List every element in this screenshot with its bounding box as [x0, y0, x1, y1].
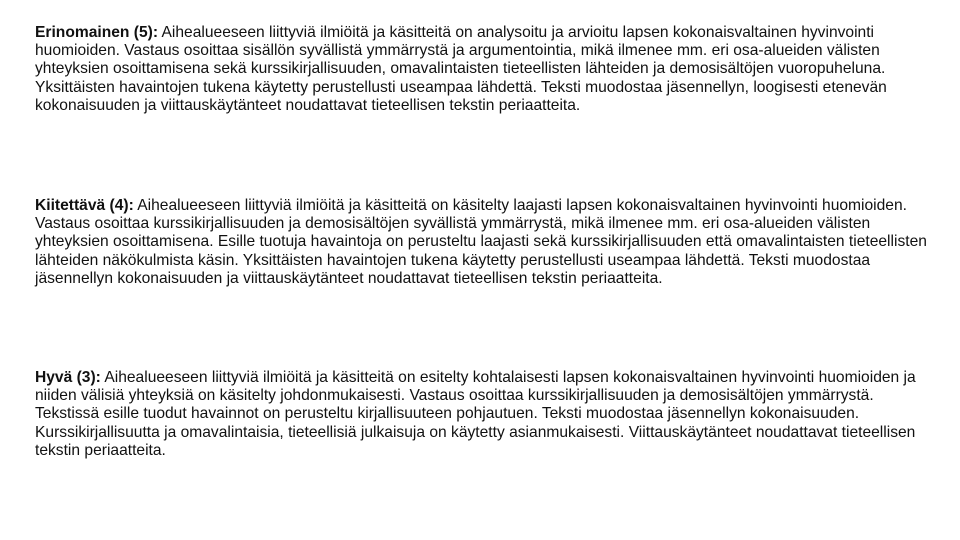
- criterion-excellent-heading: Erinomainen (5):: [35, 24, 159, 41]
- criterion-good-paragraph: [35, 369, 940, 460]
- criterion-good-text: Aihealueeseen liittyviä ilmiöitä ja käsitteitä on esitelty kohtalaisesti lapsen kokonaisvaltainen hyvinvointi huomioiden ja niiden välisiä yhteyksiä on käsitelty johdonmukaisesti. Vastaus osoittaa kurssikirjallisuuden ja demosisältöjen ymmärrystä. Tekstissä esille tuodut havainnot on perusteltu kirjallisuuteen pohjautuen. Teksti muodostaa jäsennellyn kokonaisuuden. Kurssikirjallisuutta ja omavalintaisia, tieteellisiä julkaisuja on käytetty asianmukaisesti. Viittauskäytänteet noudattavat tieteellisen tekstin periaatteita.: [35, 369, 916, 459]
- criterion-very-good-text: Aihealueeseen liittyviä ilmiöitä ja käsitteitä on käsitelty laajasti lapsen kokonaisvaltainen hyvinvointi huomioiden. Vastaus osoittaa kurssikirjallisuuden ja demosisältöjen syvällistä ymmärrystä, mikä ilmenee mm. eri osa-alueiden välisten yhteyksien osoittamisena. Esille tuotuja havaintoja on perusteltu laajasti sekä kurssikirjallisuuden että omavalintaisten tieteellisten lähteiden näkökulmista käsin. Yksittäisten havaintojen tukena käytetty perustellusti useampaa lähdettä. Teksti muodostaa jäsennellyn kokonaisuuden ja viittauskäytänteet noudattavat tieteellisen tekstin periaatteita.: [35, 197, 927, 287]
- criterion-excellent-text: Aihealueeseen liittyviä ilmiöitä ja käsitteitä on analysoitu ja arvioitu lapsen kokonaisvaltainen hyvinvointi huomioiden. Vastaus osoittaa sisällön syvällistä ymmärrystä ja argumentointia, mikä ilmenee mm. eri osa-alueiden välisten yhteyksien osoittamisena sekä kurssikirjallisuuden, omavalintaisten tieteellisten lähteiden ja demosisältöjen vuoropuheluna. Yksittäisten havaintojen tukena käytetty perustellusti useampaa lähdettä. Teksti muodostaa jäsennellyn, loogisesti etenevän kokonaisuuden ja viittauskäytänteet noudattavat tieteellisen tekstin periaatteita.: [35, 24, 887, 114]
- criterion-very-good-paragraph: [35, 197, 940, 288]
- criterion-very-good-heading: Kiitettävä (4):: [35, 197, 134, 214]
- criterion-excellent-paragraph: [35, 24, 940, 115]
- criterion-good-heading: Hyvä (3):: [35, 369, 101, 386]
